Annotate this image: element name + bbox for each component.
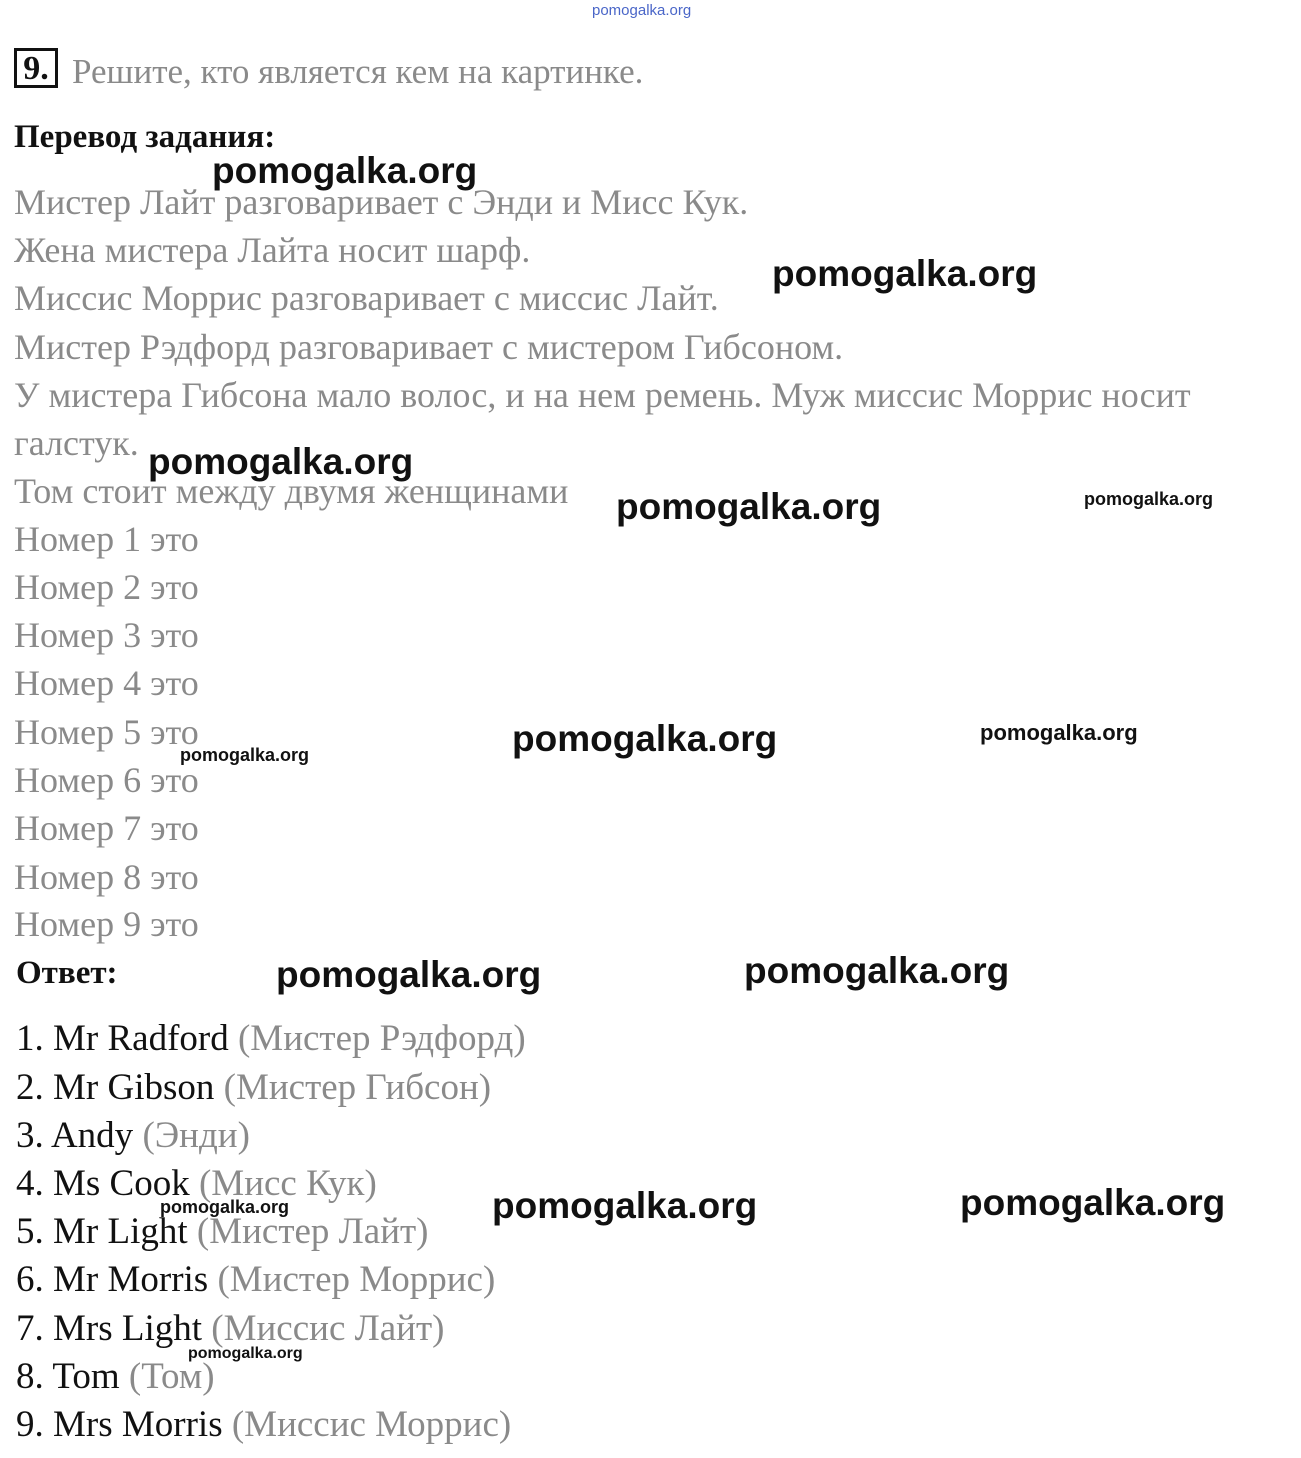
watermark: pomogalka.org [980,720,1138,745]
answer-item [16,1404,511,1446]
answer-english: 3. Andy [16,1115,134,1156]
translation-line: галстук. [14,423,139,463]
answer-english: 5. Mr Light [16,1211,188,1252]
answer-russian: (Энди) [142,1115,250,1156]
answer-english: 1. Mr Radford [16,1018,229,1059]
answer-russian: (Мистер Моррис) [217,1259,496,1300]
number-line-4: Номер 4 это [14,663,199,703]
answer-russian: (Том) [128,1356,215,1397]
answer-english: 4. Ms Cook [16,1163,190,1204]
watermark: pomogalka.org [492,1185,758,1226]
answer-english: 6. Mr Morris [16,1259,209,1300]
answer-english: 2. Mr Gibson [16,1067,215,1108]
answer-heading: Ответ: [16,955,118,991]
answer-english: 7. Mrs Light [16,1308,203,1349]
answer-item [16,1356,215,1398]
watermark: pomogalka.org [744,950,1010,991]
watermark: pomogalka.org [160,1197,290,1217]
answer-russian: (Миссис Моррис) [231,1404,512,1445]
watermark-top: pomogalka.org [592,2,692,19]
answer-item [16,1259,495,1301]
watermark: pomogalka.org [960,1182,1226,1223]
answer-russian: (Мистер Гибсон) [223,1067,492,1108]
answer-russian: (Мистер Рэдфорд) [237,1018,526,1059]
watermark: pomogalka.org [180,745,310,765]
number-line-1: Номер 1 это [14,519,199,559]
task-number-box [14,48,58,88]
watermark: pomogalka.org [616,486,882,527]
number-line-2: Номер 2 это [14,567,199,607]
answer-item [16,1067,491,1109]
translation-line: Жена мистера Лайта носит шарф. [14,230,531,270]
answer-russian: (Мисс Кук) [198,1163,377,1204]
answer-item [16,1018,526,1060]
number-line-7: Номер 7 это [14,808,199,848]
task-number: 9. [23,50,49,87]
number-line-8: Номер 8 это [14,857,199,897]
translation-line: У мистера Гибсона мало волос, и на нем ремень. Муж миссис Моррис носит [14,375,1191,415]
watermark: pomogalka.org [772,253,1038,294]
number-line-5: Номер 5 это [14,712,199,752]
translation-line: Миссис Моррис разговаривает с миссис Лайт. [14,278,719,318]
watermark: pomogalka.org [512,718,778,759]
watermark: pomogalka.org [276,954,542,995]
translation-heading: Перевод задания: [14,119,276,155]
answer-item [16,1115,250,1157]
translation-line: Мистер Рэдфорд разговаривает с мистером Гибсоном. [14,327,844,367]
number-line-6: Номер 6 это [14,760,199,800]
watermark: pomogalka.org [1084,489,1214,509]
answer-russian: (Миссис Лайт) [211,1308,445,1349]
watermark: pomogalka.org [148,441,414,482]
watermark: pomogalka.org [188,1345,303,1362]
answer-english: 8. Tom [16,1356,120,1397]
task-title: Решите, кто является кем на картинке. [72,52,644,91]
watermark: pomogalka.org [212,150,478,191]
translation-line: Мистер Лайт разговаривает с Энди и Мисс Кук. [14,182,749,222]
answer-english: 9. Mrs Morris [16,1404,223,1445]
number-line-3: Номер 3 это [14,615,199,655]
number-line-9: Номер 9 это [14,904,199,944]
translation-line: Том стоит между двумя женщинами [14,471,569,511]
answer-russian: (Мистер Лайт) [196,1211,429,1252]
